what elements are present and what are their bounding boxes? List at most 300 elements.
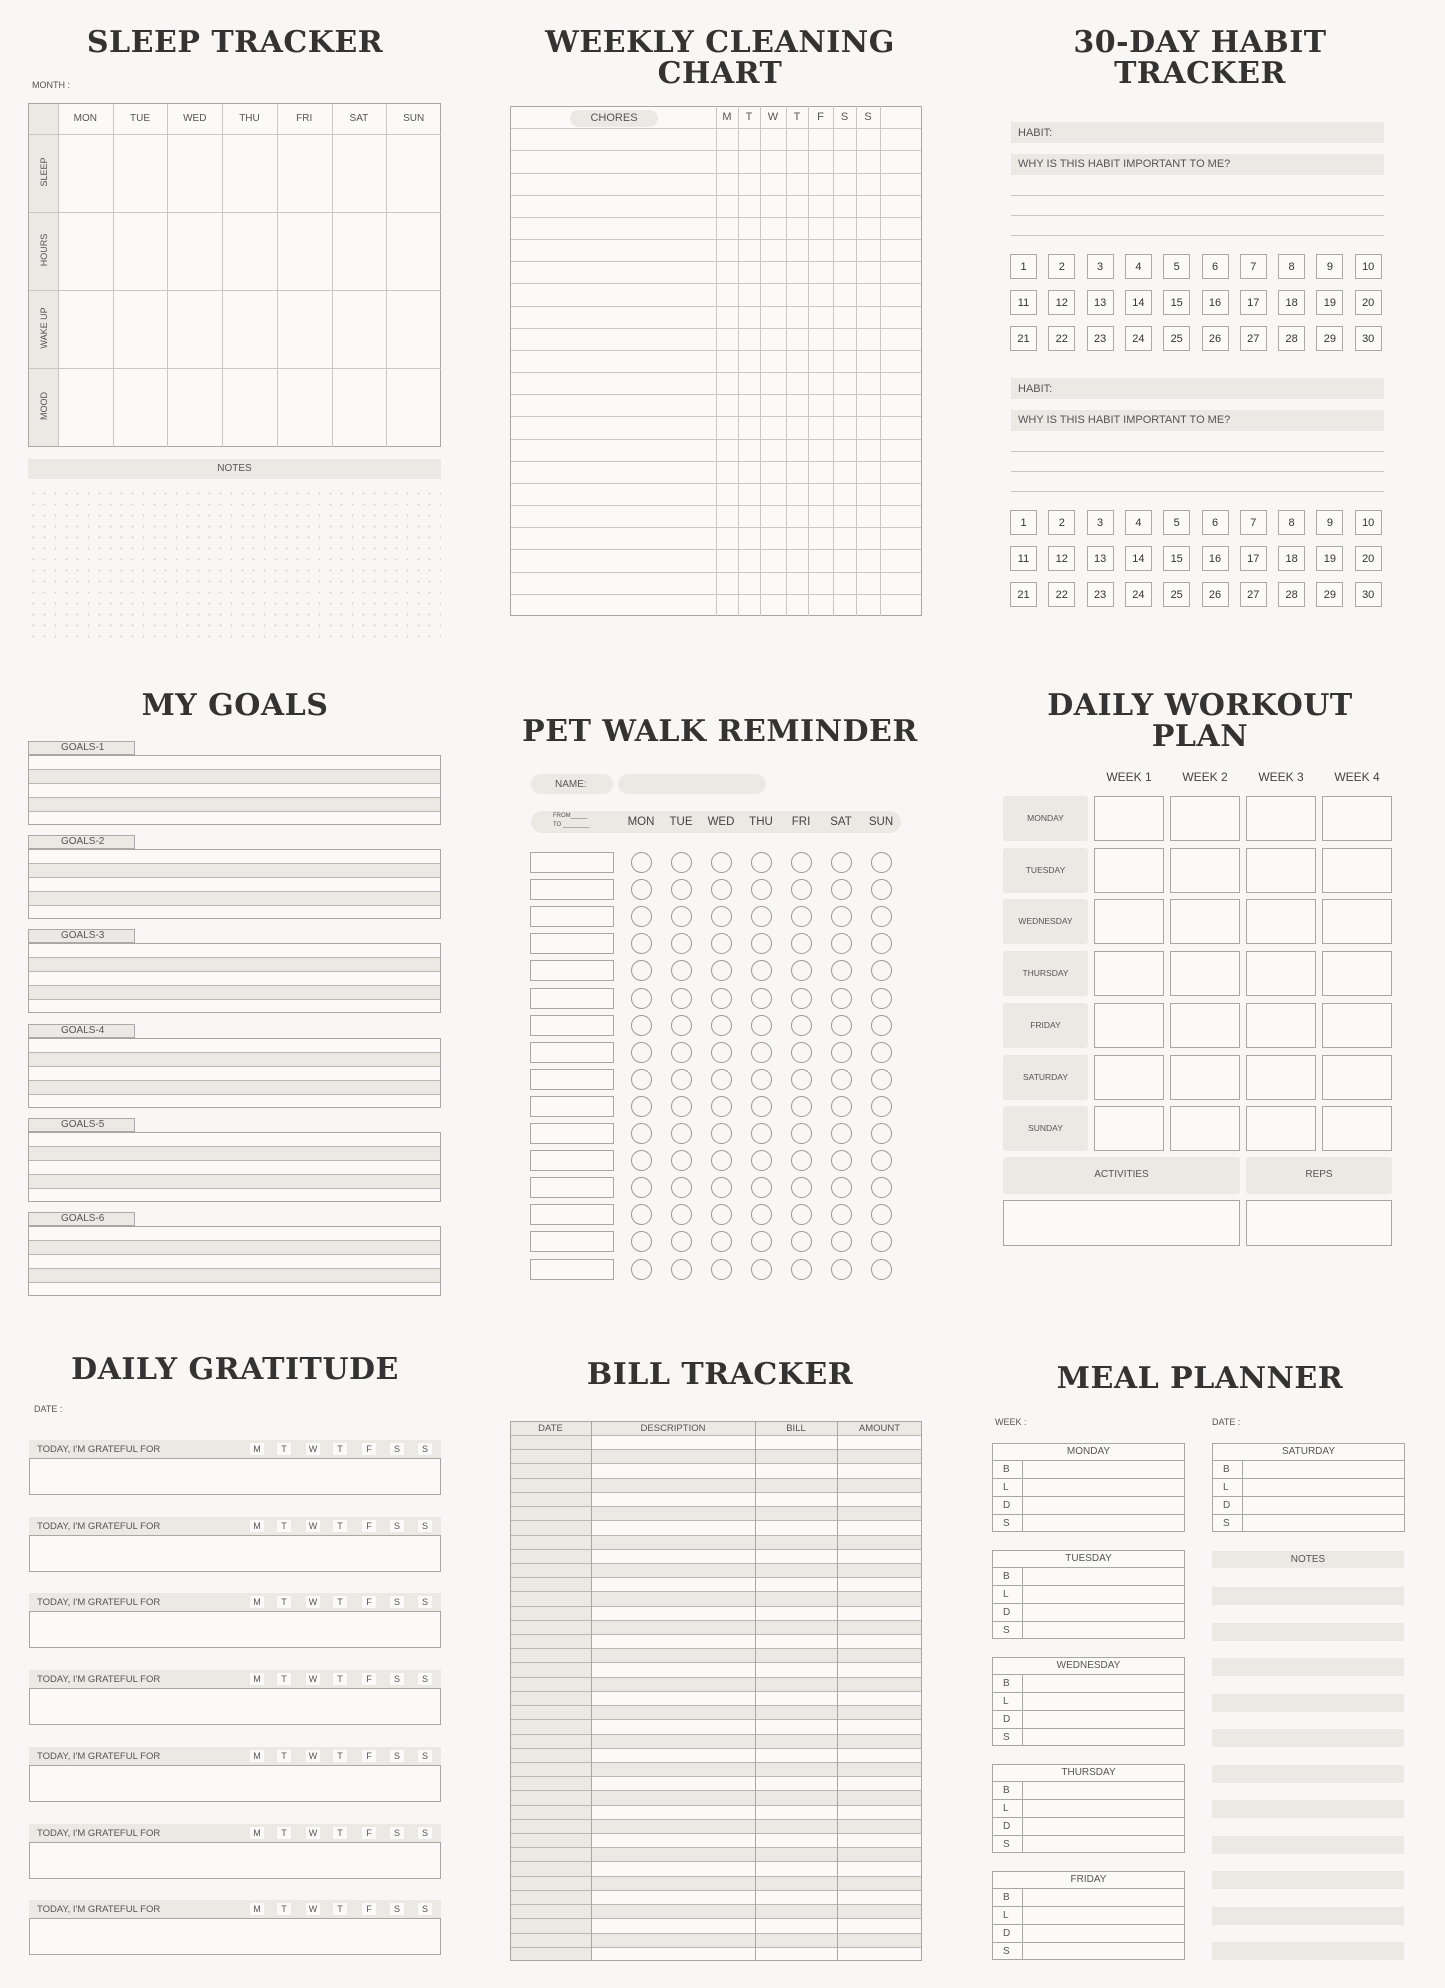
habit-day-box-5[interactable]: 5: [1163, 510, 1190, 535]
pet-walk-circle[interactable]: [751, 1042, 772, 1063]
pet-walk-circle[interactable]: [711, 852, 732, 873]
gratitude-day-check[interactable]: T: [277, 1596, 291, 1608]
bill-row[interactable]: [511, 1634, 921, 1635]
workout-cell[interactable]: [1246, 1106, 1316, 1151]
habit-day-box-6[interactable]: 6: [1202, 254, 1229, 279]
pet-walk-circle[interactable]: [871, 1042, 892, 1063]
gratitude-day-check[interactable]: F: [362, 1520, 376, 1532]
gratitude-day-check[interactable]: S: [418, 1596, 432, 1608]
meal-entry[interactable]: [1023, 1818, 1183, 1834]
name-field[interactable]: [618, 774, 766, 794]
pet-walk-circle[interactable]: [871, 879, 892, 900]
bill-row[interactable]: [511, 1435, 921, 1436]
pet-walk-field[interactable]: [530, 1123, 614, 1144]
pet-walk-circle[interactable]: [751, 960, 772, 981]
pet-walk-circle[interactable]: [751, 933, 772, 954]
meal-entry[interactable]: [1023, 1604, 1183, 1620]
bill-row[interactable]: [511, 1734, 921, 1735]
pet-walk-circle[interactable]: [871, 933, 892, 954]
meal-entry[interactable]: [1023, 1729, 1183, 1745]
gratitude-day-check[interactable]: W: [306, 1827, 320, 1839]
habit-day-box-25[interactable]: 25: [1163, 582, 1190, 607]
bill-row[interactable]: [511, 1876, 921, 1877]
workout-cell[interactable]: [1094, 1003, 1164, 1048]
gratitude-day-check[interactable]: T: [333, 1903, 347, 1915]
pet-walk-circle[interactable]: [791, 960, 812, 981]
meal-entry[interactable]: [1023, 1515, 1183, 1531]
bill-row[interactable]: [511, 1776, 921, 1777]
pet-walk-field[interactable]: [530, 879, 614, 900]
habit-day-box-27[interactable]: 27: [1240, 582, 1267, 607]
pet-walk-circle[interactable]: [751, 1231, 772, 1252]
pet-walk-field[interactable]: [530, 1259, 614, 1280]
pet-walk-circle[interactable]: [631, 906, 652, 927]
gratitude-day-check[interactable]: S: [418, 1827, 432, 1839]
bill-row[interactable]: [511, 1535, 921, 1536]
habit-day-box-12[interactable]: 12: [1048, 290, 1075, 315]
habit-day-box-14[interactable]: 14: [1125, 290, 1152, 315]
habit-day-box-24[interactable]: 24: [1125, 582, 1152, 607]
habit-day-box-11[interactable]: 11: [1010, 546, 1037, 571]
habit-day-box-20[interactable]: 20: [1355, 546, 1382, 571]
gratitude-day-check[interactable]: W: [306, 1903, 320, 1915]
gratitude-day-check[interactable]: W: [306, 1443, 320, 1455]
habit-day-box-30[interactable]: 30: [1355, 582, 1382, 607]
gratitude-day-check[interactable]: T: [333, 1520, 347, 1532]
habit-day-box-22[interactable]: 22: [1048, 326, 1075, 351]
pet-walk-circle[interactable]: [831, 906, 852, 927]
gratitude-day-check[interactable]: T: [333, 1596, 347, 1608]
pet-walk-circle[interactable]: [671, 1259, 692, 1280]
meal-entry[interactable]: [1243, 1461, 1403, 1477]
pet-walk-circle[interactable]: [711, 960, 732, 981]
gratitude-day-check[interactable]: W: [306, 1750, 320, 1762]
pet-walk-circle[interactable]: [631, 1015, 652, 1036]
pet-walk-circle[interactable]: [751, 879, 772, 900]
bill-row[interactable]: [511, 1520, 921, 1521]
gratitude-day-check[interactable]: S: [418, 1520, 432, 1532]
pet-walk-circle[interactable]: [791, 1259, 812, 1280]
meal-entry[interactable]: [1023, 1693, 1183, 1709]
habit-day-box-14[interactable]: 14: [1125, 546, 1152, 571]
bill-row[interactable]: [511, 1918, 921, 1919]
bill-row[interactable]: [511, 1620, 921, 1621]
pet-walk-circle[interactable]: [631, 960, 652, 981]
meal-entry[interactable]: [1023, 1800, 1183, 1816]
pet-walk-circle[interactable]: [831, 1259, 852, 1280]
bill-row[interactable]: [511, 1648, 921, 1649]
workout-cell[interactable]: [1322, 1003, 1392, 1048]
notes-line[interactable]: [1212, 1729, 1404, 1747]
gratitude-day-check[interactable]: M: [250, 1673, 264, 1685]
pet-walk-field[interactable]: [530, 1096, 614, 1117]
gratitude-day-check[interactable]: F: [362, 1596, 376, 1608]
pet-walk-circle[interactable]: [871, 906, 892, 927]
gratitude-day-check[interactable]: T: [333, 1827, 347, 1839]
pet-walk-field[interactable]: [530, 1069, 614, 1090]
workout-cell[interactable]: [1094, 899, 1164, 944]
pet-walk-circle[interactable]: [751, 988, 772, 1009]
gratitude-day-check[interactable]: S: [418, 1443, 432, 1455]
pet-walk-circle[interactable]: [671, 1042, 692, 1063]
habit-day-box-13[interactable]: 13: [1087, 290, 1114, 315]
pet-walk-circle[interactable]: [711, 1204, 732, 1225]
habit-day-box-26[interactable]: 26: [1202, 326, 1229, 351]
pet-walk-field[interactable]: [530, 1042, 614, 1063]
gratitude-day-check[interactable]: W: [306, 1673, 320, 1685]
workout-cell[interactable]: [1094, 1106, 1164, 1151]
habit-day-box-7[interactable]: 7: [1240, 254, 1267, 279]
bill-row[interactable]: [511, 1577, 921, 1578]
meal-entry[interactable]: [1023, 1836, 1183, 1852]
pet-walk-circle[interactable]: [871, 1096, 892, 1117]
pet-walk-circle[interactable]: [751, 1096, 772, 1117]
pet-walk-field[interactable]: [530, 852, 614, 873]
pet-walk-circle[interactable]: [631, 1150, 652, 1171]
pet-walk-circle[interactable]: [631, 1204, 652, 1225]
pet-walk-circle[interactable]: [831, 1177, 852, 1198]
gratitude-day-check[interactable]: T: [277, 1750, 291, 1762]
workout-cell[interactable]: [1246, 848, 1316, 893]
workout-cell[interactable]: [1246, 796, 1316, 841]
workout-cell[interactable]: [1170, 1003, 1240, 1048]
meal-entry[interactable]: [1023, 1943, 1183, 1959]
pet-walk-circle[interactable]: [671, 960, 692, 981]
gratitude-day-check[interactable]: F: [362, 1903, 376, 1915]
meal-entry[interactable]: [1023, 1675, 1183, 1691]
pet-walk-circle[interactable]: [711, 933, 732, 954]
pet-walk-circle[interactable]: [791, 1096, 812, 1117]
bill-row[interactable]: [511, 1762, 921, 1763]
habit-day-box-9[interactable]: 9: [1316, 510, 1343, 535]
pet-walk-circle[interactable]: [711, 1177, 732, 1198]
bill-row[interactable]: [511, 1662, 921, 1663]
workout-cell[interactable]: [1170, 848, 1240, 893]
bill-row[interactable]: [511, 1748, 921, 1749]
gratitude-day-check[interactable]: M: [250, 1596, 264, 1608]
pet-walk-field[interactable]: [530, 1150, 614, 1171]
gratitude-entry[interactable]: [29, 1535, 441, 1572]
gratitude-day-check[interactable]: M: [250, 1520, 264, 1532]
habit-day-box-3[interactable]: 3: [1087, 510, 1114, 535]
pet-walk-circle[interactable]: [631, 1123, 652, 1144]
gratitude-entry[interactable]: [29, 1458, 441, 1495]
workout-cell[interactable]: [1170, 899, 1240, 944]
pet-walk-circle[interactable]: [831, 1231, 852, 1252]
pet-walk-field[interactable]: [530, 1204, 614, 1225]
habit-day-box-7[interactable]: 7: [1240, 510, 1267, 535]
gratitude-day-check[interactable]: M: [250, 1750, 264, 1762]
pet-walk-circle[interactable]: [631, 1177, 652, 1198]
gratitude-day-check[interactable]: S: [390, 1443, 404, 1455]
habit-day-box-6[interactable]: 6: [1202, 510, 1229, 535]
pet-walk-field[interactable]: [530, 933, 614, 954]
pet-walk-circle[interactable]: [831, 1069, 852, 1090]
pet-walk-circle[interactable]: [871, 1123, 892, 1144]
habit-day-box-29[interactable]: 29: [1316, 326, 1343, 351]
habit-day-box-15[interactable]: 15: [1163, 290, 1190, 315]
habit-day-box-8[interactable]: 8: [1278, 254, 1305, 279]
meal-entry[interactable]: [1023, 1461, 1183, 1477]
pet-walk-circle[interactable]: [791, 1069, 812, 1090]
habit-day-box-24[interactable]: 24: [1125, 326, 1152, 351]
bill-row[interactable]: [511, 1606, 921, 1607]
meal-entry[interactable]: [1023, 1925, 1183, 1941]
pet-walk-circle[interactable]: [791, 852, 812, 873]
notes-line[interactable]: [1212, 1836, 1404, 1854]
pet-walk-circle[interactable]: [751, 1177, 772, 1198]
habit-day-box-22[interactable]: 22: [1048, 582, 1075, 607]
gratitude-day-check[interactable]: M: [250, 1903, 264, 1915]
goal-lines[interactable]: [28, 943, 441, 1013]
gratitude-day-check[interactable]: W: [306, 1596, 320, 1608]
habit-day-box-4[interactable]: 4: [1125, 254, 1152, 279]
pet-walk-circle[interactable]: [871, 960, 892, 981]
pet-walk-circle[interactable]: [831, 988, 852, 1009]
workout-cell[interactable]: [1094, 848, 1164, 893]
pet-walk-circle[interactable]: [671, 1096, 692, 1117]
pet-walk-field[interactable]: [530, 960, 614, 981]
workout-cell[interactable]: [1322, 899, 1392, 944]
pet-walk-circle[interactable]: [671, 1150, 692, 1171]
gratitude-day-check[interactable]: S: [390, 1673, 404, 1685]
habit-day-box-1[interactable]: 1: [1010, 254, 1037, 279]
meal-entry[interactable]: [1243, 1497, 1403, 1513]
bill-row[interactable]: [511, 1847, 921, 1848]
bill-row[interactable]: [511, 1947, 921, 1948]
pet-walk-circle[interactable]: [711, 1069, 732, 1090]
habit-day-box-28[interactable]: 28: [1278, 582, 1305, 607]
habit-day-box-29[interactable]: 29: [1316, 582, 1343, 607]
pet-walk-circle[interactable]: [751, 1150, 772, 1171]
notes-line[interactable]: [1212, 1587, 1404, 1605]
pet-walk-circle[interactable]: [871, 1069, 892, 1090]
workout-cell[interactable]: [1322, 1106, 1392, 1151]
habit-day-box-16[interactable]: 16: [1202, 546, 1229, 571]
gratitude-day-check[interactable]: T: [277, 1443, 291, 1455]
pet-walk-circle[interactable]: [791, 1015, 812, 1036]
pet-walk-circle[interactable]: [711, 879, 732, 900]
habit-day-box-25[interactable]: 25: [1163, 326, 1190, 351]
bill-row[interactable]: [511, 1833, 921, 1834]
habit-day-box-17[interactable]: 17: [1240, 290, 1267, 315]
gratitude-day-check[interactable]: S: [418, 1903, 432, 1915]
habit-day-box-1[interactable]: 1: [1010, 510, 1037, 535]
habit-day-box-30[interactable]: 30: [1355, 326, 1382, 351]
habit-day-box-23[interactable]: 23: [1087, 326, 1114, 351]
notes-line[interactable]: [1212, 1800, 1404, 1818]
gratitude-day-check[interactable]: F: [362, 1750, 376, 1762]
goal-lines[interactable]: [28, 849, 441, 919]
pet-walk-circle[interactable]: [711, 1231, 732, 1252]
meal-entry[interactable]: [1243, 1479, 1403, 1495]
pet-walk-circle[interactable]: [711, 906, 732, 927]
workout-cell[interactable]: [1322, 1055, 1392, 1100]
workout-cell[interactable]: [1322, 951, 1392, 996]
activities-field[interactable]: [1003, 1200, 1240, 1246]
gratitude-day-check[interactable]: S: [390, 1827, 404, 1839]
habit-day-box-28[interactable]: 28: [1278, 326, 1305, 351]
pet-walk-circle[interactable]: [831, 879, 852, 900]
habit-day-box-23[interactable]: 23: [1087, 582, 1114, 607]
gratitude-day-check[interactable]: S: [390, 1903, 404, 1915]
goal-lines[interactable]: [28, 1038, 441, 1108]
pet-walk-field[interactable]: [530, 906, 614, 927]
gratitude-entry[interactable]: [29, 1688, 441, 1725]
meal-entry[interactable]: [1023, 1568, 1183, 1584]
pet-walk-circle[interactable]: [871, 1150, 892, 1171]
pet-walk-circle[interactable]: [671, 1015, 692, 1036]
pet-walk-circle[interactable]: [831, 933, 852, 954]
pet-walk-circle[interactable]: [751, 1259, 772, 1280]
habit-day-box-5[interactable]: 5: [1163, 254, 1190, 279]
gratitude-day-check[interactable]: M: [250, 1827, 264, 1839]
pet-walk-circle[interactable]: [831, 1150, 852, 1171]
pet-walk-circle[interactable]: [791, 1231, 812, 1252]
bill-row[interactable]: [511, 1933, 921, 1934]
meal-entry[interactable]: [1023, 1907, 1183, 1923]
gratitude-day-check[interactable]: T: [277, 1673, 291, 1685]
pet-walk-circle[interactable]: [871, 1231, 892, 1252]
bill-row[interactable]: [511, 1449, 921, 1450]
habit-day-box-2[interactable]: 2: [1048, 254, 1075, 279]
pet-walk-circle[interactable]: [671, 1177, 692, 1198]
notes-line[interactable]: [1212, 1623, 1404, 1641]
pet-walk-circle[interactable]: [711, 1150, 732, 1171]
workout-cell[interactable]: [1246, 1055, 1316, 1100]
pet-walk-circle[interactable]: [791, 1150, 812, 1171]
habit-day-box-20[interactable]: 20: [1355, 290, 1382, 315]
bill-row[interactable]: [511, 1691, 921, 1692]
bill-row[interactable]: [511, 1492, 921, 1493]
workout-cell[interactable]: [1246, 951, 1316, 996]
bill-row[interactable]: [511, 1890, 921, 1891]
habit-day-box-16[interactable]: 16: [1202, 290, 1229, 315]
workout-cell[interactable]: [1094, 796, 1164, 841]
meal-entry[interactable]: [1243, 1515, 1403, 1531]
gratitude-day-check[interactable]: T: [333, 1443, 347, 1455]
habit-day-box-15[interactable]: 15: [1163, 546, 1190, 571]
pet-walk-circle[interactable]: [671, 852, 692, 873]
habit-day-box-9[interactable]: 9: [1316, 254, 1343, 279]
meal-entry[interactable]: [1023, 1889, 1183, 1905]
pet-walk-circle[interactable]: [631, 1259, 652, 1280]
meal-entry[interactable]: [1023, 1479, 1183, 1495]
bill-row[interactable]: [511, 1861, 921, 1862]
gratitude-day-check[interactable]: T: [277, 1827, 291, 1839]
workout-cell[interactable]: [1170, 1055, 1240, 1100]
pet-walk-circle[interactable]: [711, 1015, 732, 1036]
pet-walk-circle[interactable]: [791, 1042, 812, 1063]
pet-walk-circle[interactable]: [791, 1123, 812, 1144]
pet-walk-circle[interactable]: [711, 1042, 732, 1063]
gratitude-entry[interactable]: [29, 1918, 441, 1955]
reps-field[interactable]: [1246, 1200, 1392, 1246]
gratitude-day-check[interactable]: S: [418, 1673, 432, 1685]
gratitude-day-check[interactable]: T: [277, 1903, 291, 1915]
pet-walk-circle[interactable]: [631, 1069, 652, 1090]
gratitude-day-check[interactable]: T: [277, 1520, 291, 1532]
bill-row[interactable]: [511, 1563, 921, 1564]
bill-row[interactable]: [511, 1463, 921, 1464]
pet-walk-circle[interactable]: [751, 1123, 772, 1144]
gratitude-day-check[interactable]: M: [250, 1443, 264, 1455]
pet-walk-field[interactable]: [530, 1015, 614, 1036]
pet-walk-circle[interactable]: [751, 1204, 772, 1225]
workout-cell[interactable]: [1322, 796, 1392, 841]
pet-walk-circle[interactable]: [871, 1015, 892, 1036]
pet-walk-circle[interactable]: [671, 1204, 692, 1225]
pet-walk-circle[interactable]: [671, 1231, 692, 1252]
pet-walk-circle[interactable]: [631, 1231, 652, 1252]
habit-day-box-13[interactable]: 13: [1087, 546, 1114, 571]
workout-cell[interactable]: [1246, 899, 1316, 944]
habit-day-box-26[interactable]: 26: [1202, 582, 1229, 607]
bill-row[interactable]: [511, 1591, 921, 1592]
notes-line[interactable]: [1212, 1942, 1404, 1960]
pet-walk-circle[interactable]: [711, 988, 732, 1009]
gratitude-day-check[interactable]: T: [333, 1750, 347, 1762]
pet-walk-circle[interactable]: [791, 988, 812, 1009]
habit-day-box-19[interactable]: 19: [1316, 290, 1343, 315]
gratitude-day-check[interactable]: S: [390, 1750, 404, 1762]
workout-cell[interactable]: [1170, 1106, 1240, 1151]
goal-lines[interactable]: [28, 1132, 441, 1202]
habit-day-box-8[interactable]: 8: [1278, 510, 1305, 535]
habit-day-box-3[interactable]: 3: [1087, 254, 1114, 279]
habit-day-box-18[interactable]: 18: [1278, 290, 1305, 315]
bill-row[interactable]: [511, 1790, 921, 1791]
pet-walk-circle[interactable]: [671, 906, 692, 927]
pet-walk-circle[interactable]: [751, 1069, 772, 1090]
bill-row[interactable]: [511, 1719, 921, 1720]
meal-entry[interactable]: [1023, 1497, 1183, 1513]
workout-cell[interactable]: [1094, 951, 1164, 996]
meal-entry[interactable]: [1023, 1711, 1183, 1727]
pet-walk-circle[interactable]: [671, 988, 692, 1009]
gratitude-day-check[interactable]: F: [362, 1673, 376, 1685]
habit-day-box-19[interactable]: 19: [1316, 546, 1343, 571]
pet-walk-circle[interactable]: [791, 906, 812, 927]
pet-walk-circle[interactable]: [831, 1015, 852, 1036]
gratitude-entry[interactable]: [29, 1765, 441, 1802]
pet-walk-field[interactable]: [530, 988, 614, 1009]
habit-day-box-21[interactable]: 21: [1010, 326, 1037, 351]
bill-row[interactable]: [511, 1478, 921, 1479]
gratitude-day-check[interactable]: W: [306, 1520, 320, 1532]
goal-lines[interactable]: [28, 1226, 441, 1296]
notes-line[interactable]: [1212, 1765, 1404, 1783]
pet-walk-circle[interactable]: [711, 1096, 732, 1117]
notes-line[interactable]: [1212, 1871, 1404, 1889]
pet-walk-field[interactable]: [530, 1231, 614, 1252]
gratitude-day-check[interactable]: S: [418, 1750, 432, 1762]
gratitude-day-check[interactable]: T: [333, 1673, 347, 1685]
notes-line[interactable]: [1212, 1907, 1404, 1925]
pet-walk-circle[interactable]: [751, 1015, 772, 1036]
gratitude-day-check[interactable]: S: [390, 1520, 404, 1532]
pet-walk-circle[interactable]: [671, 933, 692, 954]
bill-row[interactable]: [511, 1506, 921, 1507]
bill-row[interactable]: [511, 1549, 921, 1550]
bill-row[interactable]: [511, 1805, 921, 1806]
pet-walk-circle[interactable]: [871, 1204, 892, 1225]
pet-walk-circle[interactable]: [831, 1042, 852, 1063]
habit-day-box-27[interactable]: 27: [1240, 326, 1267, 351]
pet-walk-circle[interactable]: [751, 906, 772, 927]
gratitude-entry[interactable]: [29, 1842, 441, 1879]
gratitude-entry[interactable]: [29, 1611, 441, 1648]
